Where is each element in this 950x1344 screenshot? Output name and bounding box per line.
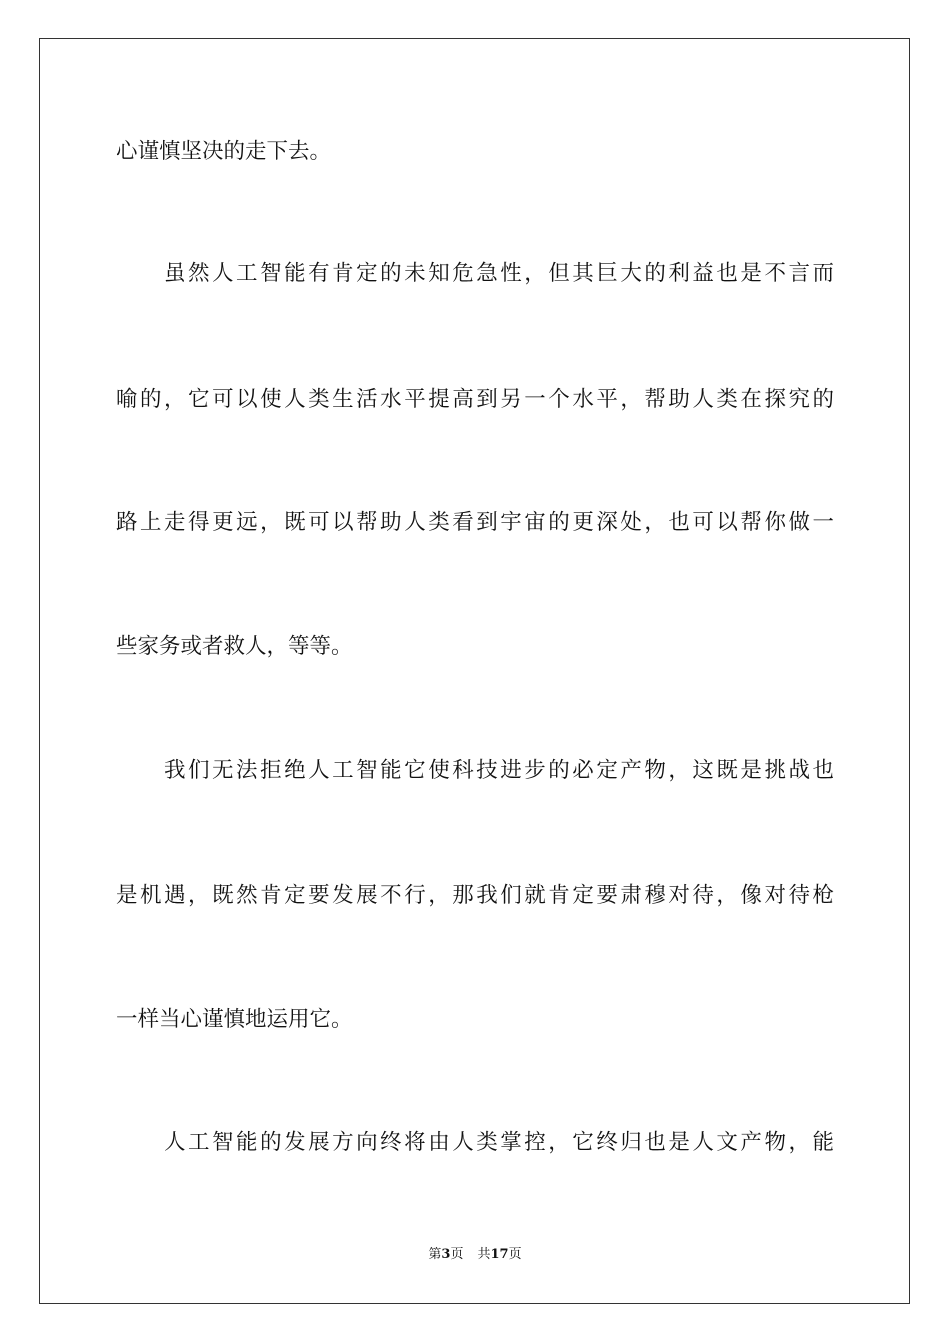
page-suffix: 页: [450, 1247, 464, 1262]
text-line: 喻的，它可以使人类生活水平提高到另一个水平，帮助人类在探究的: [116, 387, 834, 412]
total-pages: 17: [490, 1247, 509, 1262]
total-prefix: 共: [477, 1247, 491, 1262]
page-number: 3: [441, 1247, 451, 1262]
text-line: 是机遇，既然肯定要发展不行，那我们就肯定要肃穆对待，像对待枪: [116, 883, 834, 908]
paragraph-first-line: 我们无法拒绝人工智能它使科技进步的必定产物，这既是挑战也: [164, 758, 834, 783]
text-line: 心谨慎坚决的走下去。: [116, 139, 332, 164]
text-line: 路上走得更远，既可以帮助人类看到宇宙的更深处，也可以帮你做一: [116, 510, 834, 535]
total-suffix: 页: [508, 1247, 522, 1262]
page-footer: [0, 1246, 950, 1264]
paragraph-first-line: 人工智能的发展方向终将由人类掌控，它终归也是人文产物，能: [164, 1130, 834, 1155]
page-border: [39, 38, 910, 1304]
page-prefix: 第: [428, 1247, 442, 1262]
text-line: 一样当心谨慎地运用它。: [116, 1007, 353, 1032]
paragraph-first-line: 虽然人工智能有肯定的未知危急性，但其巨大的利益也是不言而: [164, 261, 834, 286]
text-line: 些家务或者救人，等等。: [116, 634, 353, 659]
